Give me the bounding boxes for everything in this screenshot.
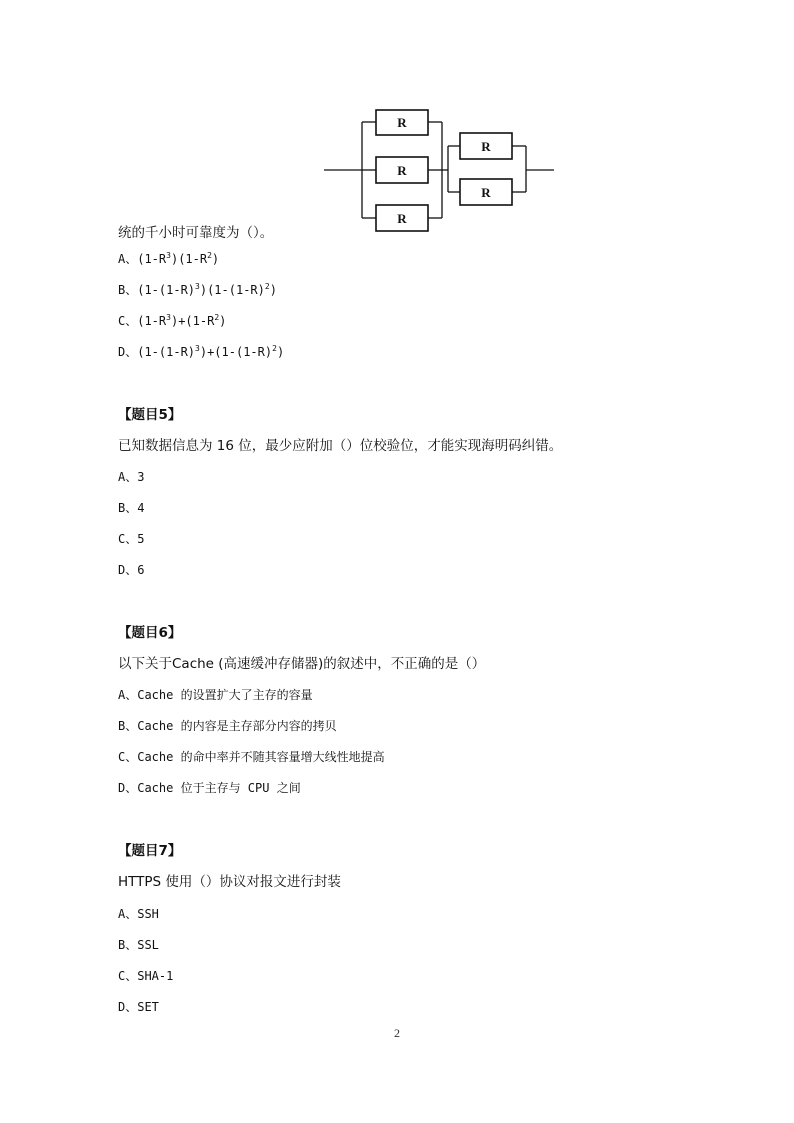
q7-option-c: C、SHA-1	[118, 969, 174, 983]
q5-option-d: D、6	[118, 563, 145, 577]
q6-option-c: C、Cache 的命中率并不随其容量增大线性地提高	[118, 750, 385, 764]
q6-option-b: B、Cache 的内容是主存部分内容的拷贝	[118, 719, 337, 733]
q7-stem: HTTPS 使用（）协议对报文进行封装	[118, 874, 341, 890]
q5-option-a: A、3	[118, 470, 145, 484]
resistor-label: R	[397, 163, 407, 178]
q4-option-c: C、$(1-R^3)+(1-R^2)$	[118, 313, 227, 328]
q4-option-b: B、$(1-(1-R)^3)(1-(1-R)^2)$	[118, 282, 277, 297]
q5-option-c: C、5	[118, 532, 145, 546]
q6-option-a: A、Cache 的设置扩大了主存的容量	[118, 688, 313, 702]
page-number: 2	[394, 1026, 400, 1040]
q6-option-d: D、Cache 位于主存与 CPU 之间	[118, 781, 301, 795]
q7-option-a: A、SSH	[118, 907, 159, 921]
resistor-label: R	[481, 139, 491, 154]
group1-resistor-3	[362, 205, 442, 231]
reliability-circuit-diagram	[318, 100, 558, 240]
group2-resistor-2	[448, 179, 526, 205]
q4-stem: 统的千小时可靠度为（）。	[118, 225, 274, 241]
group2-resistor-1	[448, 133, 526, 159]
resistor-label: R	[481, 185, 491, 200]
resistor-label: R	[397, 115, 407, 130]
group1-resistor-2	[362, 157, 442, 183]
q4-option-d: D、$(1-(1-R)^3)+(1-(1-R)^2)$	[118, 344, 285, 359]
q6-stem: 以下关于Cache (高速缓冲存储器)的叙述中，不正确的是（）	[118, 656, 486, 672]
q6-heading: 【题目6】	[118, 625, 182, 641]
q7-option-b: B、SSL	[118, 938, 159, 952]
q5-option-b: B、4	[118, 501, 145, 515]
q5-heading: 【题目5】	[118, 407, 182, 423]
q5-stem: 已知数据信息为 16 位，最少应附加（）位校验位，才能实现海明码纠错。	[118, 438, 563, 454]
q7-heading: 【题目7】	[118, 843, 182, 859]
q4-option-a: A、$(1-R^3)(1-R^2)$	[118, 251, 220, 266]
q7-option-d: D、SET	[118, 1000, 159, 1014]
group1-resistor-1	[362, 110, 442, 135]
resistor-label: R	[397, 211, 407, 226]
